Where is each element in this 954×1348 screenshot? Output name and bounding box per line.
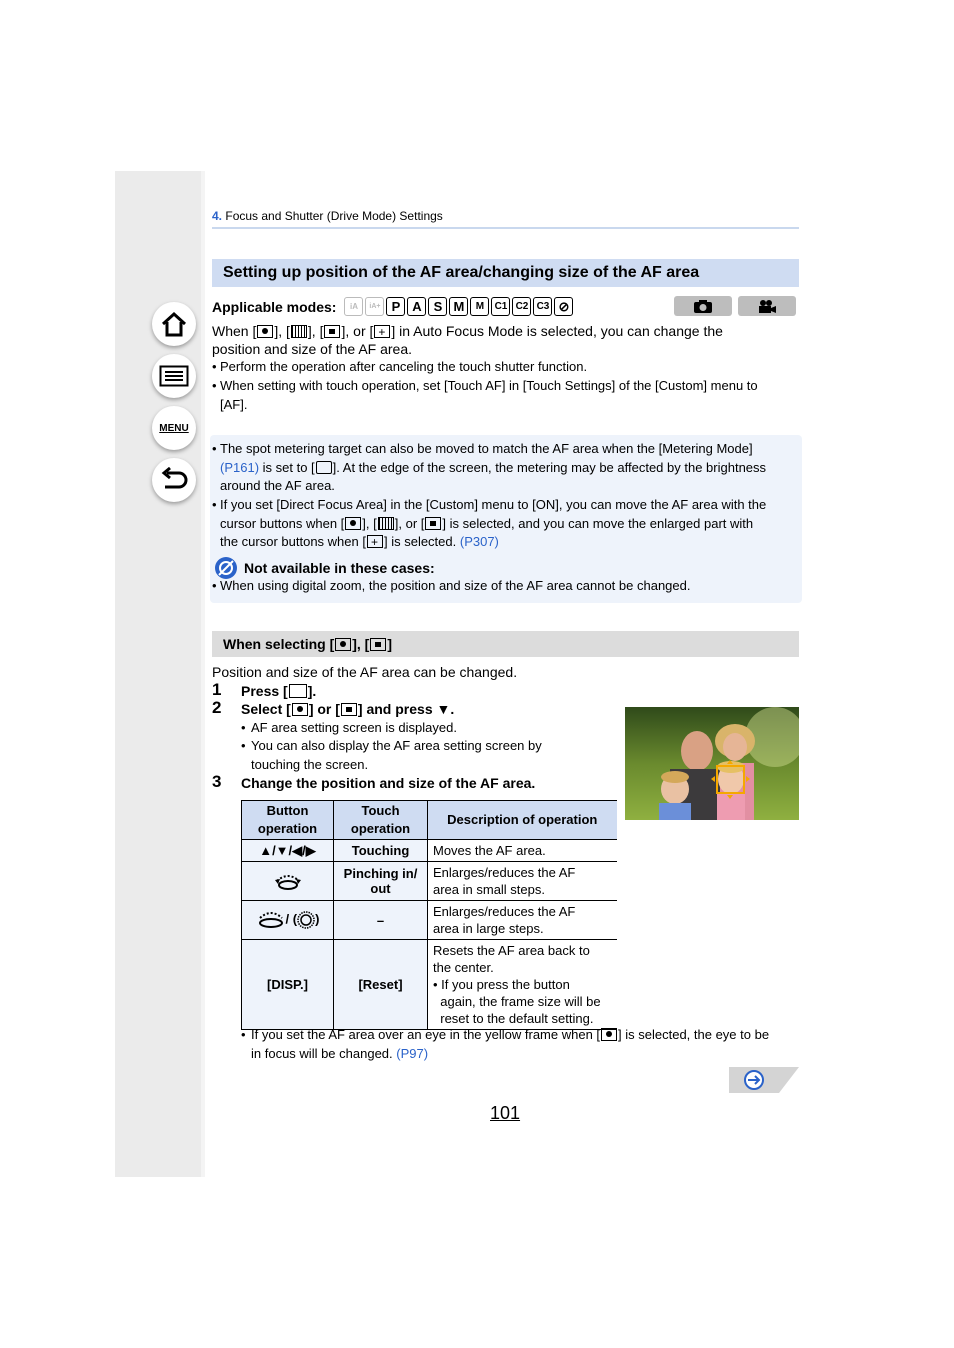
bullet-marker: •	[212, 497, 217, 512]
step-3-number: 3	[212, 772, 222, 791]
cursor-buttons-cell: ▲/▼/◀/▶	[242, 840, 334, 862]
mode-m-icon: M	[449, 297, 468, 316]
front-dial-icon	[256, 910, 286, 930]
note-text: If you set [Direct Focus Area] in the [Custom] menu to [ON], you can move the AF area with the	[220, 497, 767, 512]
note-text: cursor buttons when [	[220, 515, 345, 531]
footnote-text: in focus will be changed.	[251, 1045, 397, 1061]
cell-text: reset to the default setting.	[440, 1011, 594, 1026]
header-description: Description of operation	[428, 801, 617, 840]
mode-s-icon: S	[428, 297, 447, 316]
pinpoint-icon	[367, 535, 383, 548]
cell-text: area in large steps.	[433, 921, 544, 936]
mode-c3-icon: C3	[533, 297, 552, 316]
cell-text: area in small steps.	[433, 882, 545, 897]
step-1-number: 1	[212, 680, 222, 699]
one-area-icon	[425, 517, 441, 530]
step-3-text: Change the position and size of the AF area.	[241, 775, 536, 791]
bullet-marker: •	[241, 1027, 246, 1042]
note-text: ] is selected.	[383, 534, 460, 549]
touch-cell: Touching	[334, 840, 428, 862]
dial-cell	[242, 862, 334, 901]
footnote-text: ] is selected, the eye to be	[618, 1027, 770, 1042]
sidebar-edge	[201, 171, 205, 1177]
one-area-icon	[370, 638, 386, 651]
cell-text: Enlarges/reduces the AF	[433, 904, 576, 919]
link-p161[interactable]: (P161)	[220, 459, 260, 475]
note-bullet-1	[220, 440, 766, 496]
table-row	[242, 901, 617, 940]
chapter-title: Focus and Shutter (Drive Mode) Settings	[225, 209, 443, 223]
mode-c1-icon: C1	[491, 297, 510, 316]
link-p97[interactable]: (P97)	[396, 1045, 429, 1061]
cell-text: out	[370, 881, 391, 896]
header-text: operation	[257, 821, 318, 836]
header-touch-operation	[334, 801, 428, 840]
table-row	[242, 840, 617, 862]
step-text: Press [	[241, 683, 288, 699]
operations-table	[241, 800, 617, 1030]
mode-icons	[344, 297, 573, 316]
intro-text: ], [	[307, 323, 324, 339]
step-2-bullet-1: AF area setting screen is displayed.	[251, 720, 457, 735]
cell-text: Pinching in/	[343, 866, 418, 881]
bullet-text: [AF].	[220, 396, 248, 412]
mode-ia-plus-icon: iA+	[365, 297, 384, 316]
cell-text: the center.	[433, 960, 494, 975]
intro-text: ], or [	[341, 323, 374, 339]
subsection-text: ]	[387, 636, 393, 652]
note-text: ] is selected, and you can move the enlarged part with	[442, 515, 754, 531]
contents-button[interactable]	[152, 354, 196, 398]
control-dial-icon	[297, 911, 315, 929]
intro-bullet-1: Perform the operation after canceling the touch shutter function.	[220, 359, 588, 374]
touch-cell: –	[334, 901, 428, 940]
intro-text: position and size of the AF area.	[212, 341, 413, 357]
multi-area-icon	[291, 325, 307, 338]
camera-icon	[693, 299, 713, 314]
spot-metering-icon	[316, 461, 332, 474]
step-2-text	[241, 701, 454, 717]
note-text: ], or [	[394, 515, 425, 531]
step-2-number: 2	[212, 698, 222, 717]
return-icon	[159, 467, 189, 493]
bullet-marker: •	[241, 720, 246, 735]
one-area-icon	[324, 325, 340, 338]
intro-text: When [	[212, 323, 257, 339]
back-button[interactable]	[152, 458, 196, 502]
applicable-modes-label: Applicable modes:	[212, 298, 337, 315]
touch-cell	[334, 862, 428, 901]
footnote-text: If you set the AF area over an eye in the yellow frame when [	[251, 1027, 601, 1042]
movie-camera-icon	[757, 299, 777, 314]
home-button[interactable]	[152, 302, 196, 346]
step-2-bullet-2	[251, 737, 542, 774]
mode-creative-control-icon: ⊘	[554, 297, 573, 316]
mode-ia-icon: iA	[344, 297, 363, 316]
cell-text: again, the frame size will be	[440, 994, 601, 1009]
bullet-text: When setting with touch operation, set [Touch AF] in [Touch Settings] of the [Custom] menu to	[220, 378, 758, 393]
breadcrumb	[212, 209, 443, 223]
intro-paragraph	[212, 322, 799, 358]
face-detection-icon	[292, 703, 308, 716]
touch-cell: [Reset]	[334, 940, 428, 1030]
mode-creative-video-icon: M	[470, 297, 489, 316]
not-available-bullet: When using digital zoom, the position and size of the AF area cannot be changed.	[220, 578, 691, 593]
note-text: around the AF area.	[220, 478, 335, 493]
description-cell: Moves the AF area.	[428, 840, 617, 862]
header-text: Touch	[361, 803, 400, 818]
section-title: Setting up position of the AF area/changing size of the AF area	[212, 259, 799, 287]
face-detection-icon	[601, 1028, 617, 1041]
footnote	[251, 1026, 769, 1063]
one-area-icon	[341, 703, 357, 716]
cell-text: )	[315, 911, 320, 927]
face-detection-icon	[335, 638, 351, 651]
rear-dial-icon	[273, 869, 303, 891]
mode-a-icon: A	[407, 297, 426, 316]
face-detection-icon	[257, 325, 273, 338]
bullet-marker: •	[212, 578, 217, 593]
description-cell	[428, 862, 617, 901]
position-text: Position and size of the AF area can be changed.	[212, 664, 518, 680]
menu-label: MENU	[159, 422, 189, 434]
home-icon	[160, 311, 188, 337]
focus-area-set-icon	[289, 684, 307, 698]
menu-button[interactable]	[152, 406, 196, 450]
step-1-text	[241, 683, 316, 699]
bullet-marker: •	[212, 378, 217, 393]
note-text: the cursor buttons when [	[220, 534, 366, 549]
bullet-marker: •	[241, 738, 246, 753]
chapter-number: 4.	[212, 209, 223, 223]
cell-text: / (	[285, 911, 298, 927]
intro-text: ] in Auto Focus Mode is selected, you can change the	[391, 323, 723, 339]
bullet-marker: •	[212, 441, 217, 456]
header-text: operation	[350, 821, 411, 836]
next-page-button[interactable]	[729, 1067, 799, 1093]
cell-text: Enlarges/reduces the AF	[433, 865, 576, 880]
table-row	[242, 862, 617, 901]
breadcrumb-rule	[212, 227, 799, 229]
note-bullet-2	[220, 496, 766, 552]
dial-cell	[242, 901, 334, 940]
header-text: Button	[266, 803, 309, 818]
pinpoint-icon	[374, 325, 390, 338]
cell-text: If you press the button	[441, 977, 570, 992]
bullet-text: You can also display the AF area setting screen by	[251, 738, 542, 753]
intro-bullet-2	[220, 377, 758, 414]
subsection-text: When selecting [	[223, 636, 335, 652]
page-number: 101	[490, 1103, 521, 1123]
note-text: ]. At the edge of the screen, the metering may be affected by the brightness	[332, 459, 767, 475]
arrow-right-icon	[745, 1071, 763, 1089]
table-row	[242, 940, 617, 1030]
intro-text: ], [	[274, 323, 290, 339]
photo-mode-tab	[674, 296, 732, 316]
face-detection-icon	[345, 517, 361, 530]
af-area-example-photo	[625, 707, 799, 820]
not-available-title: Not available in these cases:	[244, 560, 435, 576]
disp-button-cell: [DISP.]	[242, 940, 334, 1030]
bullet-text: touching the screen.	[251, 756, 369, 772]
step-text: ] or [	[308, 701, 340, 717]
applicable-modes	[212, 297, 573, 316]
note-text: The spot metering target can also be moved to match the AF area when the [Metering Mode]	[220, 441, 753, 456]
mode-c2-icon: C2	[512, 297, 531, 316]
step-text: ] and press ▼.	[357, 701, 455, 717]
subsection-text: ], [	[352, 636, 370, 652]
mode-p-icon: P	[386, 297, 405, 316]
video-mode-tab	[738, 296, 796, 316]
cell-text: Resets the AF area back to	[433, 943, 590, 958]
step-text: Select [	[241, 701, 291, 717]
bullet-marker: •	[212, 359, 217, 374]
header-button-operation	[242, 801, 334, 840]
list-icon	[159, 365, 189, 387]
subsection-title	[212, 631, 799, 657]
description-cell: Resets the AF area back to the center. • If you press the button again, the frame size will be reset to the default setting.	[428, 940, 617, 1030]
description-cell	[428, 901, 617, 940]
link-p307[interactable]: (P307)	[459, 534, 499, 549]
note-text: ], [	[362, 515, 377, 531]
step-text: ].	[307, 683, 317, 699]
multi-area-icon	[378, 517, 394, 530]
note-text: is set to [	[259, 459, 315, 475]
